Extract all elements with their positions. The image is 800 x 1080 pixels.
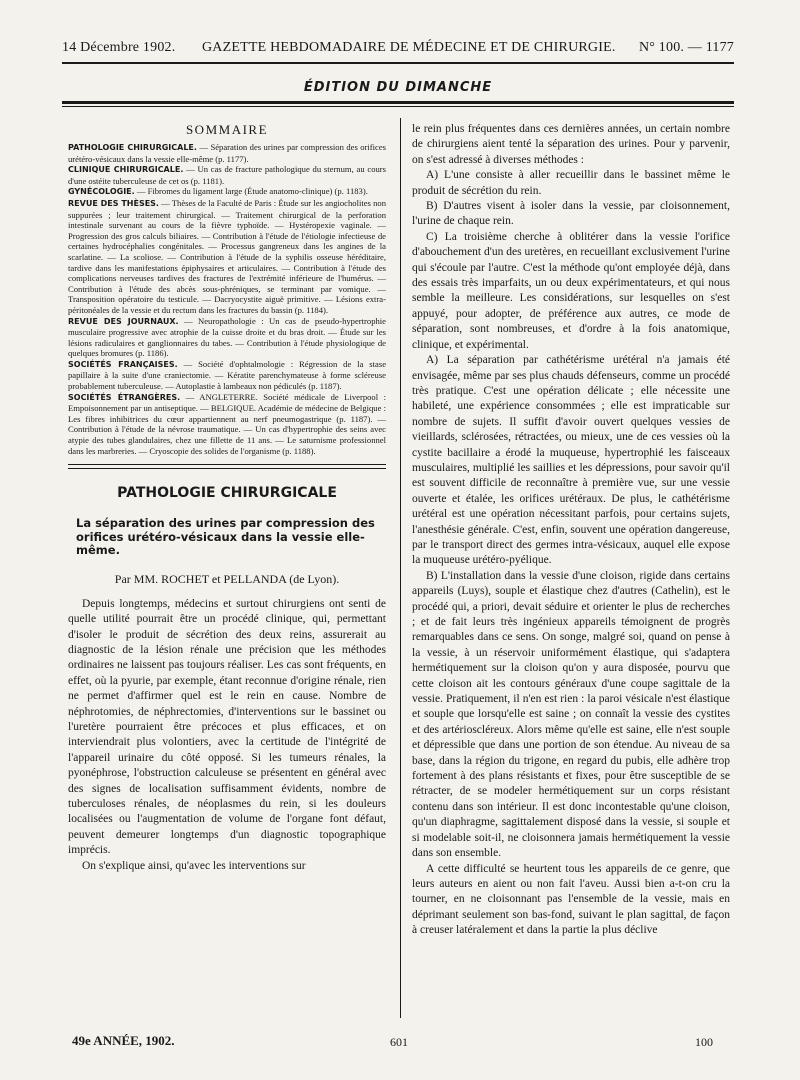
sommaire-section: SOCIÉTÉS FRANÇAISES.: [68, 359, 178, 369]
sommaire-entry: [68, 186, 386, 198]
body-paragraph: A) L'une consiste à aller recueillir dans le bassinet même le produit de sécrétion du rein.: [412, 169, 730, 197]
running-head: [62, 40, 734, 56]
header-rule: [62, 62, 734, 64]
body-paragraph: B) D'autres visent à isoler dans la vessie, par cloisonnement, l'urine de chaque rein.: [412, 200, 730, 228]
sommaire-text: — Fibromes du ligament large (Étude anatomo-clinique) (p. 1183).: [134, 186, 368, 197]
sommaire-entry: [68, 164, 386, 186]
body-paragraph: A) La séparation par cathétérisme urétéral n'a jamais été envisagée, même par ses plus chauds défenseurs, comme un procédé très pratique. C'est une opération délicate ; elle nécessite une habileté, une expérience consommées ; elle est impraticable sur nombre de sujets. Il suffit d'avoir ouvert quelques vessies de vieillards, sclérosées, rétractées, ou mieux, une de ces vessies où la cystite bacillaire a érodé la muqueuse, hypertrophié les faisceaux musculaires, multiplié les saillies et les dépressions, pour savoir qu'il est souvent difficile de reconnaître à première vue, sur une vessie ouverte et étalée, les orifices urétéraux. De plus, le cathétérisme urétéral est une opération nécessitant parfois, pour certains sujets, l'anesthésie générale. C'est, enfin, souvent une opération dangereuse, par le transport direct des germes intra-vésicaux, auquel elle expose la muqueuse urétéro-pyélique.: [412, 354, 730, 567]
banner-rule-thin: [62, 106, 734, 107]
sommaire-section: GYNÉCOLOGIE.: [68, 187, 135, 197]
sommaire-text: — ANGLETERRE. Société médicale de Liverpool : Empoisonnement par un antiseptique. — BELGIQUE. Académie de médecine de Belgique : Les fibres inhibitrices du cœur appartiennent au nerf pneumogastrique (p. 1187). — Contribution à l'étude de la névrose traumatique. — Un cas d'hypertrophie des seins avec atypie des tubes glandulaires, chez une fillette de 11 ans. — Le saturnisme professionnel dans les marbreries. — Cryoscopie des solides de l'organisme (p. 1188).: [68, 391, 386, 456]
sommaire-entry: [68, 198, 386, 316]
sommaire-text: — Neuropathologie : Un cas de pseudo-hypertrophie musculaire progressive avec atrophie de la cuisse droite et du bras droit. — Étude sur les lésions radiculaires et ganglionnaires du tabes. — Contribution à l'étude physiologique de quelques bromures (p. 1186).: [68, 315, 386, 359]
body-paragraph: le rein plus fréquentes dans ces dernières années, un certain nombre de chirurgiens aient tenté la séparation des urines. Pour y parvenir, on s'est adressé à diverses méthodes :: [412, 123, 730, 166]
edition-banner: ÉDITION DU DIMANCHE: [303, 80, 493, 95]
sommaire-entry: [68, 359, 386, 392]
footer-year: 49e ANNÉE, 1902.: [72, 1033, 175, 1048]
body-paragraph: C) La troisième cherche à oblitérer dans la vessie l'orifice d'abouchement d'un des uretères, en recueillant exclusivement l'urine qui s'écoule par l'autre. C'est la méthode qu'ont employée déjà, dans des essais très imparfaits, un ou deux expérimentateurs, et qui nous semble la meilleure. Les considérations, sur lesquelles on s'est appuyé, pour adopter, de préférence aux autres, ce mode de séparation, sont nombreuses, et d'ordre à la fois anatomique, clinique, et expérimental.: [412, 230, 730, 351]
banner-rule: [62, 101, 734, 104]
sommaire-text: — Un cas de fracture pathologique du sternum, au cours d'une ostéite tuberculeuse de cet os (p. 1181).: [68, 164, 386, 186]
body-paragraph: On s'explique ainsi, qu'avec les interventions sur: [82, 859, 306, 872]
section-heading: PATHOLOGIE CHIRURGICALE: [117, 485, 337, 502]
sommaire-title: SOMMAIRE: [185, 122, 269, 137]
sommaire-text: — Thèses de la Faculté de Paris : Étude sur les angiocholites non suppurées ; leur traitement chirurgical. — Traitement chirurgical de la perforation intestinale survenant au cours de la fièvre typhoïde. — Hystéropexie vaginale. — Progression des gros calculs biliaires. — Contribution à l'étude de l'étiologie infectieuse de certaines hydrocéphalies congénitales. — Processus gangreneux dans les angines de la scarlatine. — La scoliose. — Contribution à l'étude de la syphilis osseuse héréditaire, tardive dans les manifestations épiphysaires et articulaires. — Contribution à l'étude des complications nerveuses tardives des fractures de l'extrémité inférieure de l'humérus. — Contribution à l'étude des abcès sous-phréniques, se terminant par vomique. — Transposition opératoire du testicule. — Dacryocystite aiguë primitive. — Lésions extra-péritonéales de la vessie et du rectum dans les fractures du bassin (p. 1184).: [68, 197, 386, 315]
body-paragraph: B) L'installation dans la vessie d'une cloison, rigide dans certains appareils (Luys), souple et élastique chez d'autres (Cathelin), est le procédé qui, a priori, devait séduire et orienter le plus de recherches ; et de fait leurs très ingénieux appareils témoignent de progrès remarquables dans ce sens. On songe, malgré soi, quand on pense à la vessie, à un réservoir uniformément élastique, qui s'adaptera hermétiquement sur la cloison qu'on y aura disposée, pourvu que cette cloison ait les contours généraux d'une coupe sagittale de la vessie. Pratiquement, il n'en est rien : la paroi vésicale n'est élastique et souple que lorsqu'elle est saine ; on connaît la vessie des cystites et des artérioscléreux. Alors même qu'elle est saine, elle n'est souple et dépressible que dans une portion de son étendue. Au niveau de sa base, dans la région du trigone, en regard du pubis, elle adhère trop fortement à des plans résistants et fixes, pour être susceptible de se rétracter, de se modeler hermétiquement sur un corps résistant contenu dans son intérieur. Il est donc incontestable qu'une cloison, qu'un diaphragme, sagittalement disposé dans la vessie, si souple et si modelable soit-il, ne cloisonnera jamais hermétiquement la vessie dans son ensemble.: [412, 569, 730, 860]
right-column: [412, 122, 730, 939]
sommaire-rule: [68, 464, 386, 465]
sommaire-rule-2: [68, 468, 386, 469]
sommaire: [68, 142, 386, 456]
column-divider: [400, 118, 401, 1018]
sommaire-section: PATHOLOGIE CHIRURGICALE.: [68, 143, 197, 152]
body-paragraph: A cette difficulté se heurtent tous les appareils de ce genre, que leurs auteurs en aient ou non fait l'aveu. Aussi bien a-t-on cru la tourner, en ne cloisonnant pas l'ensemble de la vessie, mais en déprimant seulement son bas-fond, suivant le plan sagittal, de façon à creuser latéralement et dans la partie la plus déclive: [412, 862, 730, 937]
sommaire-text: — Société d'ophtalmologie : Régression de la stase papillaire à la suite d'une craniectomie. — Kératite parenchymateuse à forme scléreuse probablement tuberculeuse. — Autoplastie à lambeaux non pédiculés (p. 1187).: [68, 358, 387, 392]
sommaire-entry: [68, 316, 386, 359]
sommaire-text: — Séparation des urines par compression des orifices urétéro-vésicaux dans la vessie elle-même (p. 1177).: [68, 142, 387, 164]
sommaire-section: REVUE DES JOURNAUX.: [68, 316, 179, 326]
sommaire-entry: [68, 142, 386, 164]
header-date: 14 Décembre 1902.: [62, 40, 176, 55]
header-issue-page: N° 100. — 1177: [639, 40, 734, 55]
body-paragraph: Depuis longtemps, médecins et surtout chirurgiens ont senti de quelle utilité pourrait être un procédé clinique, qui, permettant d'isoler le produit de sécrétion des deux reins, assurerait au diagnostic de la lésion rénale une précision que les méthodes ordinaires ne laissent pas toujours réaliser. Les cas sont fréquents, en effet, où la pyurie, par exemple, étant reconnue d'origine rénale, rien ne permet d'affirmer quel est le rein en cause. Nombre de néphrotomies, de néphrectomies, d'interventions sur le bassinet ou l'uretère pourraient être précoces et plus efficaces, et on interviendrait plus volontiers, avec la certitude de l'intégrité de l'appareil urinaire du côté opposé. Si les tumeurs rénales, la pyonéphrose, l'obstruction calculeuse se présentent en général avec des signes de localisation suffisamment évidents, nombre de tuberculoses rénales, de néoplasmes du rein, si les douleurs localisées ou l'augmentation de volume de l'organe font défaut, peuvent demeurer longtemps d'un diagnostic topographique imprécis.: [68, 597, 386, 857]
sommaire-section: REVUE DES THÈSES.: [68, 198, 159, 208]
sommaire-section: CLINIQUE CHIRURGICALE.: [68, 165, 184, 175]
sommaire-entry: [68, 392, 386, 457]
left-column: [68, 122, 386, 874]
footer-page-number: 601: [390, 1035, 408, 1049]
article-authors: Par MM. ROCHET et PELLANDA (de Lyon).: [114, 571, 340, 586]
journal-title: GAZETTE HEBDOMADAIRE DE MÉDECINE ET DE CHIRURGIE.: [202, 40, 616, 55]
sommaire-section: SOCIÉTÉS ÉTRANGÈRES.: [68, 392, 181, 402]
footer-issue-number: 100: [695, 1035, 713, 1049]
article-title: La séparation des urines par compression des orifices urétéro-vésicaux dans la vessie elle-même.: [76, 516, 375, 558]
